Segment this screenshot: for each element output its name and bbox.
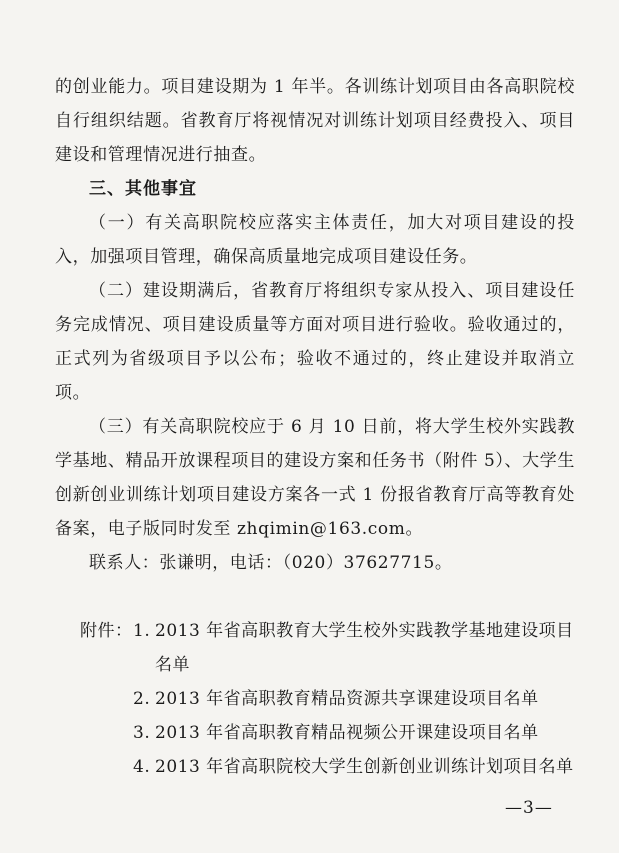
page-number: —3— bbox=[505, 798, 553, 818]
attachment-title: 2013 年省高职教育精品视频公开课建设项目名单 bbox=[155, 723, 539, 743]
attachment-list bbox=[80, 614, 580, 784]
paragraph-project-period: 的创业能力。项目建设期为 1 年半。各训练计划项目由各高职院校自行组织结题。省教育厅将视情况对训练计划项目经费投入、项目建设和管理情况进行抽查。 bbox=[55, 77, 575, 165]
section-heading: 三、其他事宜 bbox=[89, 179, 197, 199]
attachment-number: 3. bbox=[133, 723, 151, 743]
attachment-title: 2013 年省高职教育大学生校外实践教学基地建设项目名单 bbox=[155, 621, 574, 675]
attachment-number: 4. bbox=[133, 757, 151, 777]
attachment-item bbox=[80, 614, 580, 682]
paragraph-item-2: （二）建设期满后，省教育厅将组织专家从投入、项目建设任务完成情况、项目建设质量等方面对项目进行验收。验收通过的，正式列为省级项目予以公布；验收不通过的，终止建设并取消立项。 bbox=[55, 281, 575, 403]
attachment-title: 2013 年省高职院校大学生创新创业训练计划项目名单 bbox=[155, 757, 574, 777]
paragraph-item-3: （三）有关高职院校应于 6 月 10 日前，将大学生校外实践教学基地、精品开放课程项目的建设方案和任务书（附件 5）、大学生创新创业训练计划项目建设方案各一式 1 份报省教育厅高等教育处备案，电子版同时发至 zhqimin@163.com。 bbox=[55, 417, 575, 539]
attachment-number: 1. bbox=[133, 621, 151, 641]
contact-line: 联系人：张谦明，电话：（020）37627715。 bbox=[89, 553, 453, 573]
attachment-item bbox=[80, 682, 580, 716]
attachment-label: 附件： bbox=[80, 621, 133, 641]
attachment-item bbox=[80, 716, 580, 750]
attachment-number: 2. bbox=[133, 689, 151, 709]
paragraph-item-1: （一）有关高职院校应落实主体责任，加大对项目建设的投入，加强项目管理，确保高质量地完成项目建设任务。 bbox=[55, 213, 575, 267]
attachment-item bbox=[80, 750, 580, 784]
attachment-title: 2013 年省高职教育精品资源共享课建设项目名单 bbox=[155, 689, 539, 709]
